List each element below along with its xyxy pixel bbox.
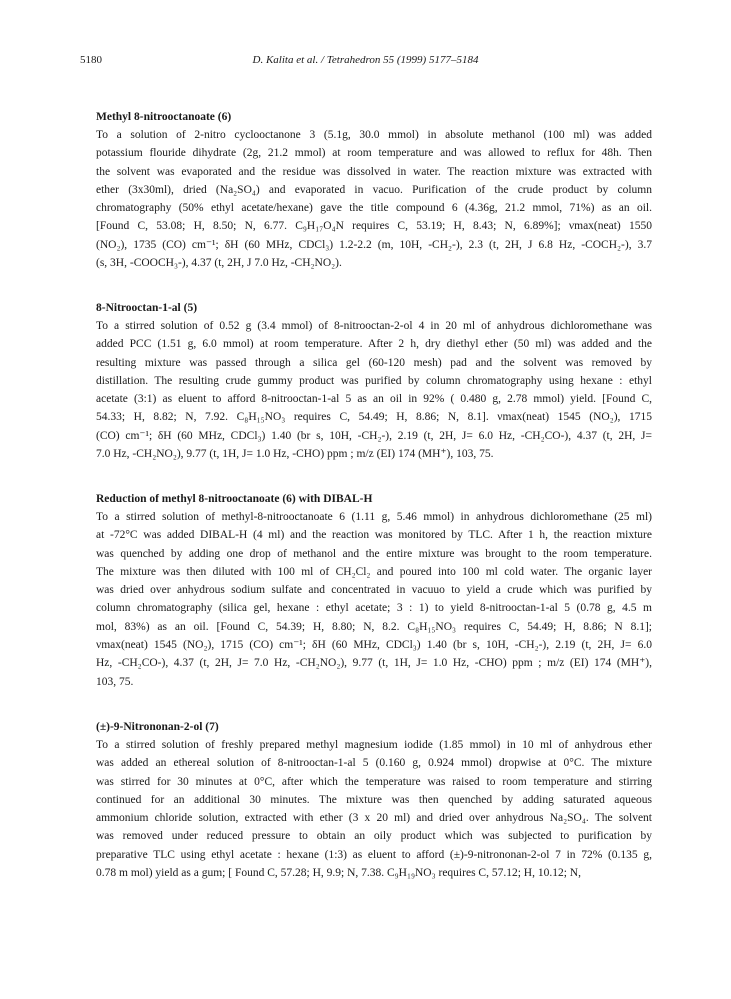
text-line: To a stirred solution of 0.52 g (3.4 mmol) of 8-nitrooctan-2-ol 4 in 20 ml of anhydrous dichloromethane was	[96, 320, 652, 332]
text-line: To a stirred solution of methyl-8-nitrooctanoate 6 (1.11 g, 5.46 mmol) in anhydrous dichloromethane (25 ml)	[96, 511, 652, 523]
text-line: was removed under reduced pressure to obtain an oily product which was subjected to purification by	[96, 830, 652, 843]
section-methyl-8-nitrooctanoate	[96, 108, 652, 272]
text-line: column chromatography (silica gel, hexane : ethyl acetate; 3 : 1) to yield 8-nitrooctan-1-al 5 (0.78 g, 4.5 m	[96, 602, 652, 615]
text-line: chromatography (50% ethyl acetate/hexane) gave the title compound 6 (4.36g, 21.2 mmol, 71%) as an oil.	[96, 202, 652, 215]
text-line: preparative TLC using ethyl acetate : hexane (1:3) as eluent to afford (±)-9-nitrononan-2-ol 7 in 72% (0.135 g,	[96, 848, 652, 861]
section-heading: (±)-9-Nitrononan-2-ol (7)	[96, 721, 219, 733]
text-line: To a solution of 2-nitro cyclooctanone 3 (5.1g, 30.0 mmol) in absolute methanol (100 ml) was added	[96, 129, 652, 141]
text-line: mol, 83%) as an oil. [Found C, 54.39; H, 8.80; N, 8.2. C₈H₁₅NO₃ requires C, 54.49; H, 8.86; N 8.1];	[96, 620, 652, 633]
text-line: 103, 75.	[96, 675, 134, 688]
text-line: distillation. The resulting crude gummy product was purified by column chromatography using hexane : ethyl	[96, 374, 652, 387]
text-line: 7.0 Hz, -CH₂NO₂), 9.77 (t, 1H, J= 1.0 Hz, -CHO) ppm ; m/z (EI) 174 (MH⁺), 103, 75.	[96, 448, 494, 461]
text-line: 54.33; H, 8.82; N, 7.92. C₈H₁₅NO₃ requires C, 54.49; H, 8.86; N, 8.1]. νmax(neat) 1545 (NO₂), 1715	[96, 411, 652, 424]
text-line: (CO) cm⁻¹; δH (60 MHz, CDCl₃) 1.40 (br s, 10H, -CH₂-), 2.19 (t, 2H, J= 6.0 Hz, -CH₂CO-), 4.37 (t, 2H, J=	[96, 429, 652, 442]
text-line: [Found C, 53.08; H, 8.50; N, 6.77. C₉H₁₇O₄N requires C, 53.19; H, 8.43; N, 6.89%]; νmax(neat) 1550	[96, 220, 652, 233]
text-line: continued for an additional 30 minutes. The mixture was then quenched by adding saturated aqueous	[96, 793, 652, 806]
text-line: was added an ethereal solution of 8-nitrooctan-1-al 5 (0.160 g, 0.924 mmol) dropwise at 0°C. The mixture	[96, 757, 652, 770]
text-line: was dried over anhydrous sodium sulfate and concentrated in vacuuo to yield a crude which was purified by	[96, 584, 652, 597]
section-heading: Methyl 8-nitrooctanoate (6)	[96, 111, 232, 123]
text-line: The mixture was then diluted with 100 ml of CH₂Cl₂ and poured into 100 ml cold water. The organic layer	[96, 565, 652, 578]
text-line: Hz, -CH₂CO-), 4.37 (t, 2H, J= 7.0 Hz, -CH₂NO₂), 9.77 (t, 1H, J= 1.0 Hz, -CHO) ppm ; m/z (EI) 174 (MH⁺),	[96, 657, 652, 670]
section-heading: 8-Nitrooctan-1-al (5)	[96, 302, 198, 314]
text-line: at -72°C was added DIBAL-H (4 ml) and the reaction was monitored by TLC. After 1 h, the reaction mixture	[96, 529, 652, 542]
text-line: added PCC (1.51 g, 6.0 mmol) at room temperature. After 2 h, dry diethyl ether (50 ml) was added and the	[96, 338, 652, 351]
section-dibal-h-reduction	[96, 490, 652, 691]
running-head: D. Kalita et al. / Tetrahedron 55 (1999) 5177–5184	[252, 54, 479, 66]
page-number: 5180	[80, 54, 102, 66]
text-line: acetate (3:1) as eluent to afford 8-nitrooctan-1-al 5 as an oil in 92% ( 0.480 g, 2.78 mmol) yield. [Found C,	[96, 393, 652, 406]
text-line: 0.78 m mol) yield as a gum; [ Found C, 57.28; H, 9.9; N, 7.38. C₉H₁₉NO₃ requires C, 57.12; H, 10.12; N,	[96, 867, 581, 880]
text-line: ether (3x30ml), dried (Na₂SO₄) and evaporated in vacuo. Purification of the crude product by column	[96, 183, 652, 196]
text-line: (s, 3H, -COOCH₃-), 4.37 (t, 2H, J 7.0 Hz, -CH₂NO₂).	[96, 257, 342, 270]
text-line: was stirred for 30 minutes at 0°C, after which the temperature was raised to room temperature and stirring	[96, 775, 652, 788]
text-line: To a stirred solution of freshly prepared methyl magnesium iodide (1.85 mmol) in 10 ml of anhydrous ether	[96, 739, 652, 751]
text-line: νmax(neat) 1545 (NO₂), 1715 (CO) cm⁻¹; δH (60 MHz, CDCl₃) 1.40 (br s, 10H, -CH₂-), 2.19 (t, 2H, J= 6.0	[96, 639, 652, 652]
section-heading: Reduction of methyl 8-nitrooctanoate (6) with DIBAL-H	[96, 493, 373, 505]
text-line: potassium flouride dihydrate (2g, 21.2 mmol) at room temperature and was allowed to reflux for 48h. Then	[96, 147, 652, 160]
text-line: was quenched by adding one drop of methanol and the entire mixture was brought to the room temperature.	[96, 547, 652, 560]
text-line: resulting mixture was passed through a silica gel (60-120 mesh) pad and the solvent was removed by	[96, 356, 652, 369]
section-8-nitrooctan-1-al	[96, 299, 652, 463]
text-line: (NO₂), 1735 (CO) cm⁻¹; δH (60 MHz, CDCl₃) 1.2-2.2 (m, 10H, -CH₂-), 2.3 (t, 2H, J 6.8 Hz, -COCH₂-), 3.7	[96, 238, 652, 251]
text-line: the solvent was evaporated and the residue was dissolved in water. The reaction mixture was extracted with	[96, 165, 652, 178]
text-line: ammonium chloride solution, extracted with ether (3 x 20 ml) and dried over anhydrous Na₂SO₄. The solvent	[96, 812, 652, 825]
section-9-nitrononan-2-ol	[96, 718, 652, 882]
